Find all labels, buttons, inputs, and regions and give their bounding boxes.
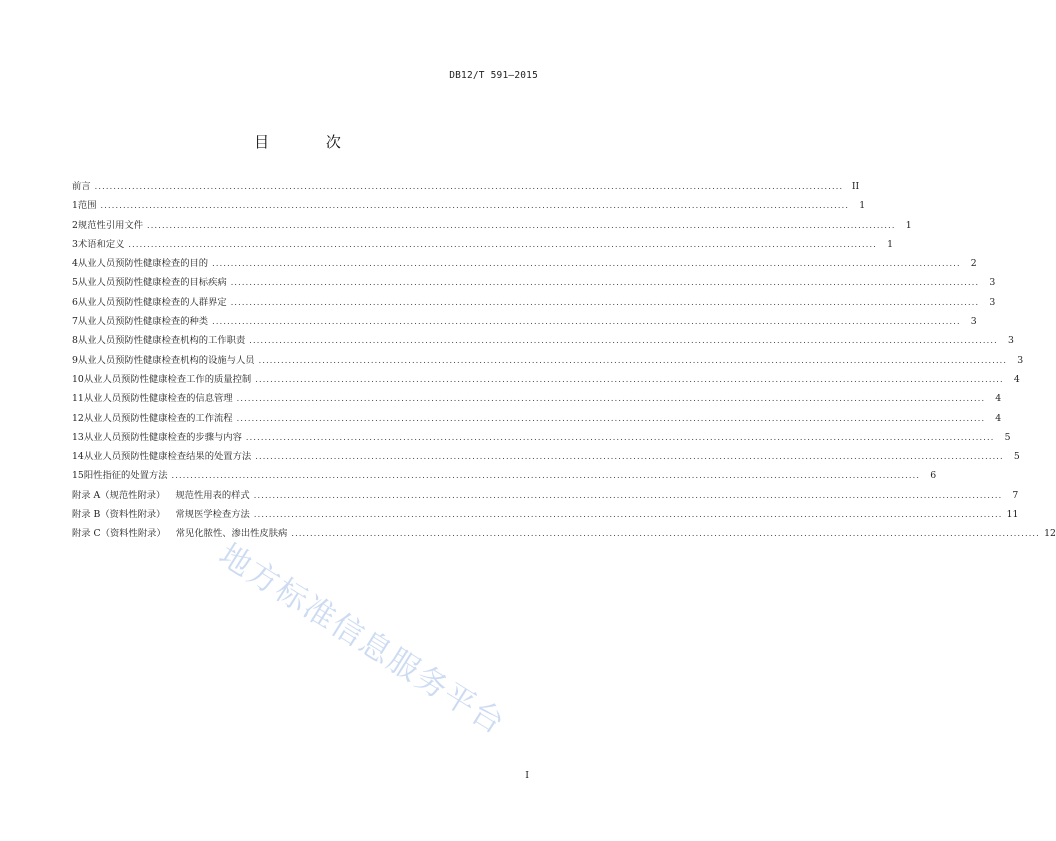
toc-leader-dots: ........................................................................................................................................................................................................ <box>253 490 1003 500</box>
toc-leader-dots: ........................................................................................................................................................................................................ <box>230 278 980 288</box>
toc-entry-page: 5 <box>1013 451 1020 463</box>
toc-entry-page: 5 <box>1004 431 1011 443</box>
toc-entry-number: 15 <box>72 470 84 482</box>
toc-entry-title: 从业人员预防性健康检查的工作流程 <box>83 412 233 424</box>
toc-entry-page: 3 <box>989 296 996 308</box>
toc-entry-page: 12 <box>1044 528 1056 540</box>
toc-leader-dots: ........................................................................................................................................................................................................ <box>291 529 1040 539</box>
toc-entry-page: 3 <box>1017 354 1024 366</box>
toc-leader-dots: ........................................................................................................................................................................................................ <box>94 182 844 191</box>
toc-entry-page: 4 <box>995 412 1002 424</box>
toc-entry[interactable] <box>72 428 1011 447</box>
toc-entry[interactable] <box>72 466 937 485</box>
toc-entry[interactable] <box>72 331 1014 350</box>
toc-entry[interactable] <box>72 370 1020 389</box>
document-code: DB12/T 591—2015 <box>449 70 538 81</box>
toc-entry-number: 10 <box>72 373 84 385</box>
toc-entry[interactable] <box>72 486 1019 505</box>
toc-entry-title: 从业人员预防性健康检查的目标疾病 <box>77 277 227 289</box>
toc-entry[interactable] <box>72 524 1056 543</box>
toc-leader-dots: ........................................................................................................................................................................................................ <box>147 220 896 230</box>
toc-leader-dots: ........................................................................................................................................................................................................ <box>253 510 1003 520</box>
toc-entry-page: 1 <box>887 238 894 250</box>
toc-leader-dots: ........................................................................................................................................................................................................ <box>249 336 998 346</box>
toc-entry-number: 附录 C（资料性附录） <box>72 528 166 540</box>
toc-entry-number: 14 <box>72 451 84 463</box>
toc-entry-title: 从业人员预防性健康检查机构的工作职责 <box>77 335 246 347</box>
toc-entry-title: 从业人员预防性健康检查结果的处置方法 <box>83 451 252 463</box>
toc-entry-page: 3 <box>989 277 996 289</box>
toc-entry[interactable] <box>72 389 1002 408</box>
toc-entry-title: 从业人员预防性健康检查的步骤与内容 <box>83 431 242 443</box>
toc-entry-title: 范围 <box>77 200 97 212</box>
toc-entry-number: 11 <box>72 393 84 405</box>
toc-entry-title: 从业人员预防性健康检查的人群界定 <box>77 296 227 308</box>
toc-entry-number: 2 <box>72 219 78 231</box>
toc-leader-dots: ........................................................................................................................................................................................................ <box>212 317 961 327</box>
toc-leader-dots: ........................................................................................................................................................................................................ <box>171 471 921 481</box>
toc-entry-number: 6 <box>72 296 78 308</box>
toc-entry[interactable] <box>72 254 977 273</box>
toc-entry[interactable] <box>72 273 996 292</box>
watermark: 地方标准信息服务平台 <box>212 536 512 743</box>
toc-entry-page: 1 <box>905 219 912 231</box>
toc-entry-page: II <box>851 181 860 192</box>
toc-entry-title: 从业人员预防性健康检查工作的质量控制 <box>83 373 252 385</box>
page-title: 目 次 <box>254 133 367 151</box>
toc-entry-page: 4 <box>1013 373 1020 385</box>
toc-entry-number: 4 <box>72 258 78 270</box>
toc-entry-number: 附录 A（规范性附录） <box>72 489 166 501</box>
page-number: I <box>525 770 529 781</box>
toc-entry-page: 1 <box>859 200 866 212</box>
toc-entry-page: 4 <box>995 393 1002 405</box>
toc-entry-page: 2 <box>970 258 977 270</box>
toc-leader-dots: ........................................................................................................................................................................................................ <box>100 201 850 211</box>
toc-entry-number: 附录 B（资料性附录） <box>72 509 166 521</box>
toc-leader-dots: ........................................................................................................................................................................................................ <box>230 297 980 307</box>
toc-leader-dots: ........................................................................................................................................................................................................ <box>245 432 995 442</box>
toc-entry-number: 1 <box>72 200 78 212</box>
toc-entry[interactable] <box>72 409 1002 428</box>
toc-leader-dots: ........................................................................................................................................................................................................ <box>236 394 986 404</box>
toc-entry[interactable] <box>72 216 912 235</box>
toc-entry-number: 13 <box>72 431 84 443</box>
toc-entry-number: 7 <box>72 316 78 328</box>
toc-entry-page: 3 <box>1007 335 1014 347</box>
toc-entry-number: 12 <box>72 412 84 424</box>
toc-entry-title: 从业人员预防性健康检查的信息管理 <box>83 393 233 405</box>
toc-entry-title: 前言 <box>72 181 91 192</box>
toc-entry-title: 常规医学检查方法 <box>175 509 250 521</box>
toc-entry-number: 5 <box>72 277 78 289</box>
table-of-contents <box>72 177 1056 544</box>
toc-entry-title: 术语和定义 <box>77 238 125 250</box>
toc-entry[interactable] <box>72 293 996 312</box>
toc-entry-number: 3 <box>72 238 78 250</box>
toc-entry-title: 从业人员预防性健康检查的目的 <box>77 258 209 270</box>
toc-entry[interactable] <box>72 351 1024 370</box>
toc-entry[interactable] <box>72 312 977 331</box>
toc-entry[interactable] <box>72 447 1020 466</box>
toc-entry-title: 从业人员预防性健康检查机构的设施与人员 <box>77 354 255 366</box>
toc-entry-page: 3 <box>970 316 977 328</box>
toc-entry-page: 7 <box>1012 489 1019 501</box>
toc-leader-dots: ........................................................................................................................................................................................................ <box>128 239 878 249</box>
toc-entry-title: 规范性用表的样式 <box>175 489 250 501</box>
toc-leader-dots: ........................................................................................................................................................................................................ <box>236 413 986 423</box>
toc-entry-number: 8 <box>72 335 78 347</box>
toc-entry-title: 阳性指征的处置方法 <box>83 470 168 482</box>
toc-entry-page: 11 <box>1006 509 1019 521</box>
toc-entry-page: 6 <box>930 470 937 482</box>
toc-entry[interactable] <box>72 505 1019 524</box>
toc-leader-dots: ........................................................................................................................................................................................................ <box>255 374 1004 384</box>
toc-entry-title: 常见化脓性、渗出性皮肤病 <box>175 528 288 540</box>
toc-leader-dots: ........................................................................................................................................................................................................ <box>255 452 1004 462</box>
toc-entry-number: 9 <box>72 354 78 366</box>
toc-leader-dots: ........................................................................................................................................................................................................ <box>258 355 1008 365</box>
toc-entry-title: 从业人员预防性健康检查的种类 <box>77 316 209 328</box>
toc-entry[interactable] <box>72 196 866 215</box>
toc-entry[interactable] <box>72 177 860 196</box>
toc-entry[interactable] <box>72 235 894 254</box>
toc-leader-dots: ........................................................................................................................................................................................................ <box>212 259 961 269</box>
toc-entry-title: 规范性引用文件 <box>77 219 144 231</box>
